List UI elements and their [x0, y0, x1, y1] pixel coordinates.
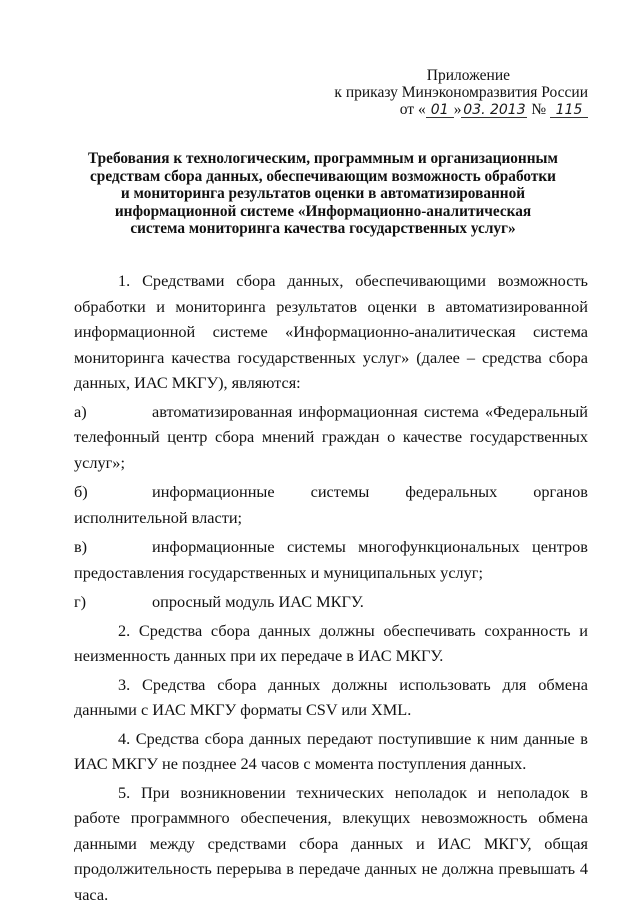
handwritten-number: 115 [550, 103, 588, 118]
date-mid: » [454, 101, 462, 118]
list-item-v [74, 534, 588, 585]
date-prefix: от « [400, 101, 426, 118]
annex-label: Приложение [288, 67, 588, 84]
annex-header [288, 67, 588, 118]
list-item-v-body: информационные системы многофункциональных центров предоставления государственных и муниципальных услуг; [74, 537, 588, 582]
list-item-b [74, 479, 588, 530]
list-item-v-mark: в) [74, 534, 152, 560]
list-item-b-body: информационные системы федеральных органов исполнительной власти; [74, 482, 588, 527]
list-item-a [74, 399, 588, 476]
paragraph-4: 4. Средства сбора данных передают поступившие к ним данные в ИАС МКГУ не позднее 24 часов с момента поступления данных. [74, 726, 588, 777]
list-item-v-text [74, 534, 588, 585]
paragraph-2: 2. Средства сбора данных должны обеспечивать сохранность и неизменность данных при их передаче в ИАС МКГУ. [74, 618, 588, 669]
number-prefix: № [531, 101, 546, 118]
document-body [74, 268, 588, 907]
list-item-g-body: опросный модуль ИАС МКГУ. [152, 592, 364, 611]
handwritten-day: 01 [426, 103, 454, 118]
order-date-line [288, 101, 588, 118]
paragraph-5: 5. При возникновении технических неполадок и неполадок в работе программного обеспечения, влекущих невозможность обмена данными между средствами сбора данных и ИАС МКГУ, общая продолжительность перерыва в передаче данных не должна превышать 4 часа. [74, 780, 588, 907]
list-item-g [74, 589, 588, 615]
paragraph-1: 1. Средствами сбора данных, обеспечивающими возможность обработки и мониторинга результатов оценки в автоматизированной информационной системе «Информационно-аналитическая система мониторинга качества государственных услуг» (далее – средства сбора данных, ИАС МКГУ), являются: [74, 268, 588, 396]
list-item-g-mark: г) [74, 589, 152, 615]
list-item-a-mark: а) [74, 399, 152, 425]
paragraph-3: 3. Средства сбора данных должны использовать для обмена данными с ИАС МКГУ форматы CSV или XML. [74, 672, 588, 723]
list-item-b-mark: б) [74, 479, 152, 505]
list-item-a-body: автоматизированная информационная система «Федеральный телефонный центр сбора мнений граждан о качестве государственных услуг»; [74, 402, 588, 472]
order-reference: к приказу Минэкономразвития России [288, 84, 588, 101]
list-item-b-text [74, 479, 588, 530]
document-title: Требования к технологическим, программным и организационным средствам сбора данных, обеспечивающим возможность обработки и мониторинга результатов оценки в автоматизированной информационной системе «Информационно-аналитическая система мониторинга качества государственных услуг» [88, 150, 558, 238]
list-item-g-text [74, 589, 588, 615]
list-item-a-text [74, 399, 588, 476]
handwritten-date: 03. 2013 [461, 103, 527, 118]
